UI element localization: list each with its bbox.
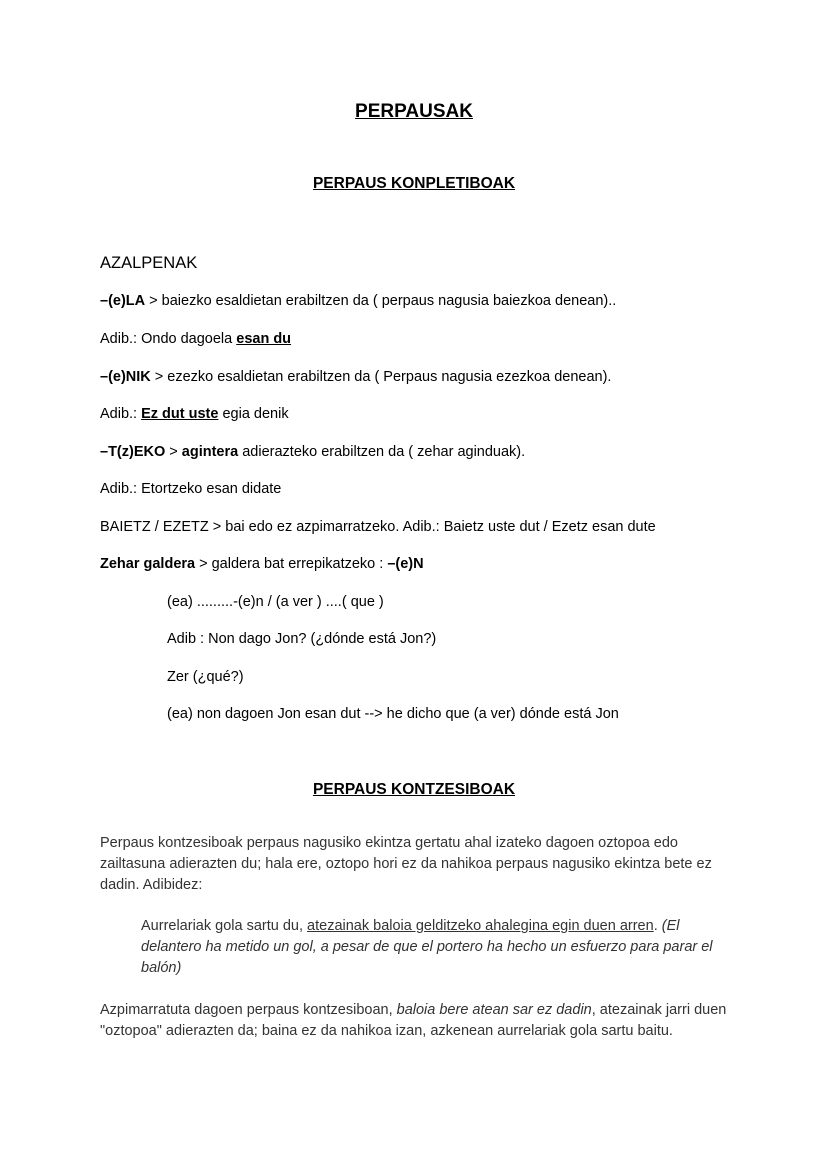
quote-text: Aurrelariak gola sartu du, bbox=[141, 918, 308, 934]
explanation-paragraph bbox=[100, 1000, 730, 1042]
suffix-code: –(e)NIK bbox=[100, 369, 151, 385]
explanation-end: , atezainak jarri duen "oztopoa" adierazten da; baina ez da nahikoa izan, azkenean aurrelariak gola sartu baitu. bbox=[100, 1002, 727, 1039]
explanation-italic: baloia bere atean sar ez dadin bbox=[396, 1002, 592, 1018]
indented-line: (ea) .........-(e)n / (a ver ) ....( que ) bbox=[167, 594, 384, 610]
quote-punctuation: . bbox=[653, 918, 662, 934]
indented-line: (ea) non dagoen Jon esan dut --> he dicho que (a ver) dónde está Jon bbox=[167, 706, 619, 722]
quote-underlined-clause: atezainak baloia gelditzeko ahalegina egin duen arren bbox=[307, 918, 654, 934]
rule-enik bbox=[100, 369, 611, 385]
example-emphasis: esan du bbox=[236, 331, 292, 347]
example-text: Adib.: Ondo dagoela bbox=[100, 331, 237, 347]
example-quote bbox=[141, 916, 721, 979]
rule-baietz: BAIETZ / EZETZ > bai edo ez azpimarratzeko. Adib.: Baietz uste dut / Ezetz esan dute bbox=[100, 519, 656, 535]
subheading-azalpenak: AZALPENAK bbox=[100, 254, 198, 272]
explanation-start: Azpimarratuta dagoen perpaus kontzesiboan, bbox=[100, 1002, 397, 1018]
suffix-code: –(e)LA bbox=[100, 293, 146, 309]
example-3: Adib.: Etortzeko esan didate bbox=[100, 481, 282, 497]
suffix-code: –T(z)EKO bbox=[100, 444, 166, 460]
example-emphasis: Ez dut uste bbox=[141, 406, 219, 422]
page-title: PERPAUSAK bbox=[355, 101, 473, 122]
example-2 bbox=[100, 406, 289, 422]
example-1 bbox=[100, 331, 291, 347]
example-text: Adib.: bbox=[100, 406, 142, 422]
quote-translation: (El delantero ha metido un gol, a pesar de que el portero ha hecho un esfuerzo para parar el balón) bbox=[141, 918, 713, 976]
rule-text: adierazteko erabiltzen da ( zehar aginduak). bbox=[238, 444, 526, 460]
rule-connector: > bbox=[165, 444, 182, 460]
rule-text: > galdera bat errepikatzeko : bbox=[195, 556, 388, 572]
section-heading-konpletiboak: PERPAUS KONPLETIBOAK bbox=[312, 175, 516, 192]
rule-text: > baiezko esaldietan erabiltzen da ( perpaus nagusia baiezkoa denean).. bbox=[145, 293, 617, 309]
intro-paragraph: Perpaus kontzesiboak perpaus nagusiko ekintza gertatu ahal izateko dagoen oztopoa edo zailtasuna adierazten du; hala ere, oztopo hori ez da nahikoa perpaus nagusiko ekintza bete ez dadin. Adibidez: bbox=[100, 835, 712, 893]
indented-line: Adib : Non dago Jon? (¿dónde está Jon?) bbox=[167, 631, 437, 647]
indented-line: Zer (¿qué?) bbox=[167, 669, 244, 685]
rule-emphasis: agintera bbox=[181, 444, 239, 460]
rule-ela bbox=[100, 293, 616, 309]
section-heading-kontzesiboak: PERPAUS KONTZESIBOAK bbox=[312, 781, 516, 798]
rule-zehar-galdera bbox=[100, 556, 424, 572]
rule-emphasis: Zehar galdera bbox=[100, 556, 196, 572]
rule-text: > ezezko esaldietan erabiltzen da ( Perpaus nagusia ezezkoa denean). bbox=[150, 369, 612, 385]
example-text-end: egia denik bbox=[218, 406, 289, 422]
suffix-code: –(e)N bbox=[387, 556, 424, 572]
rule-tzeko bbox=[100, 444, 525, 460]
